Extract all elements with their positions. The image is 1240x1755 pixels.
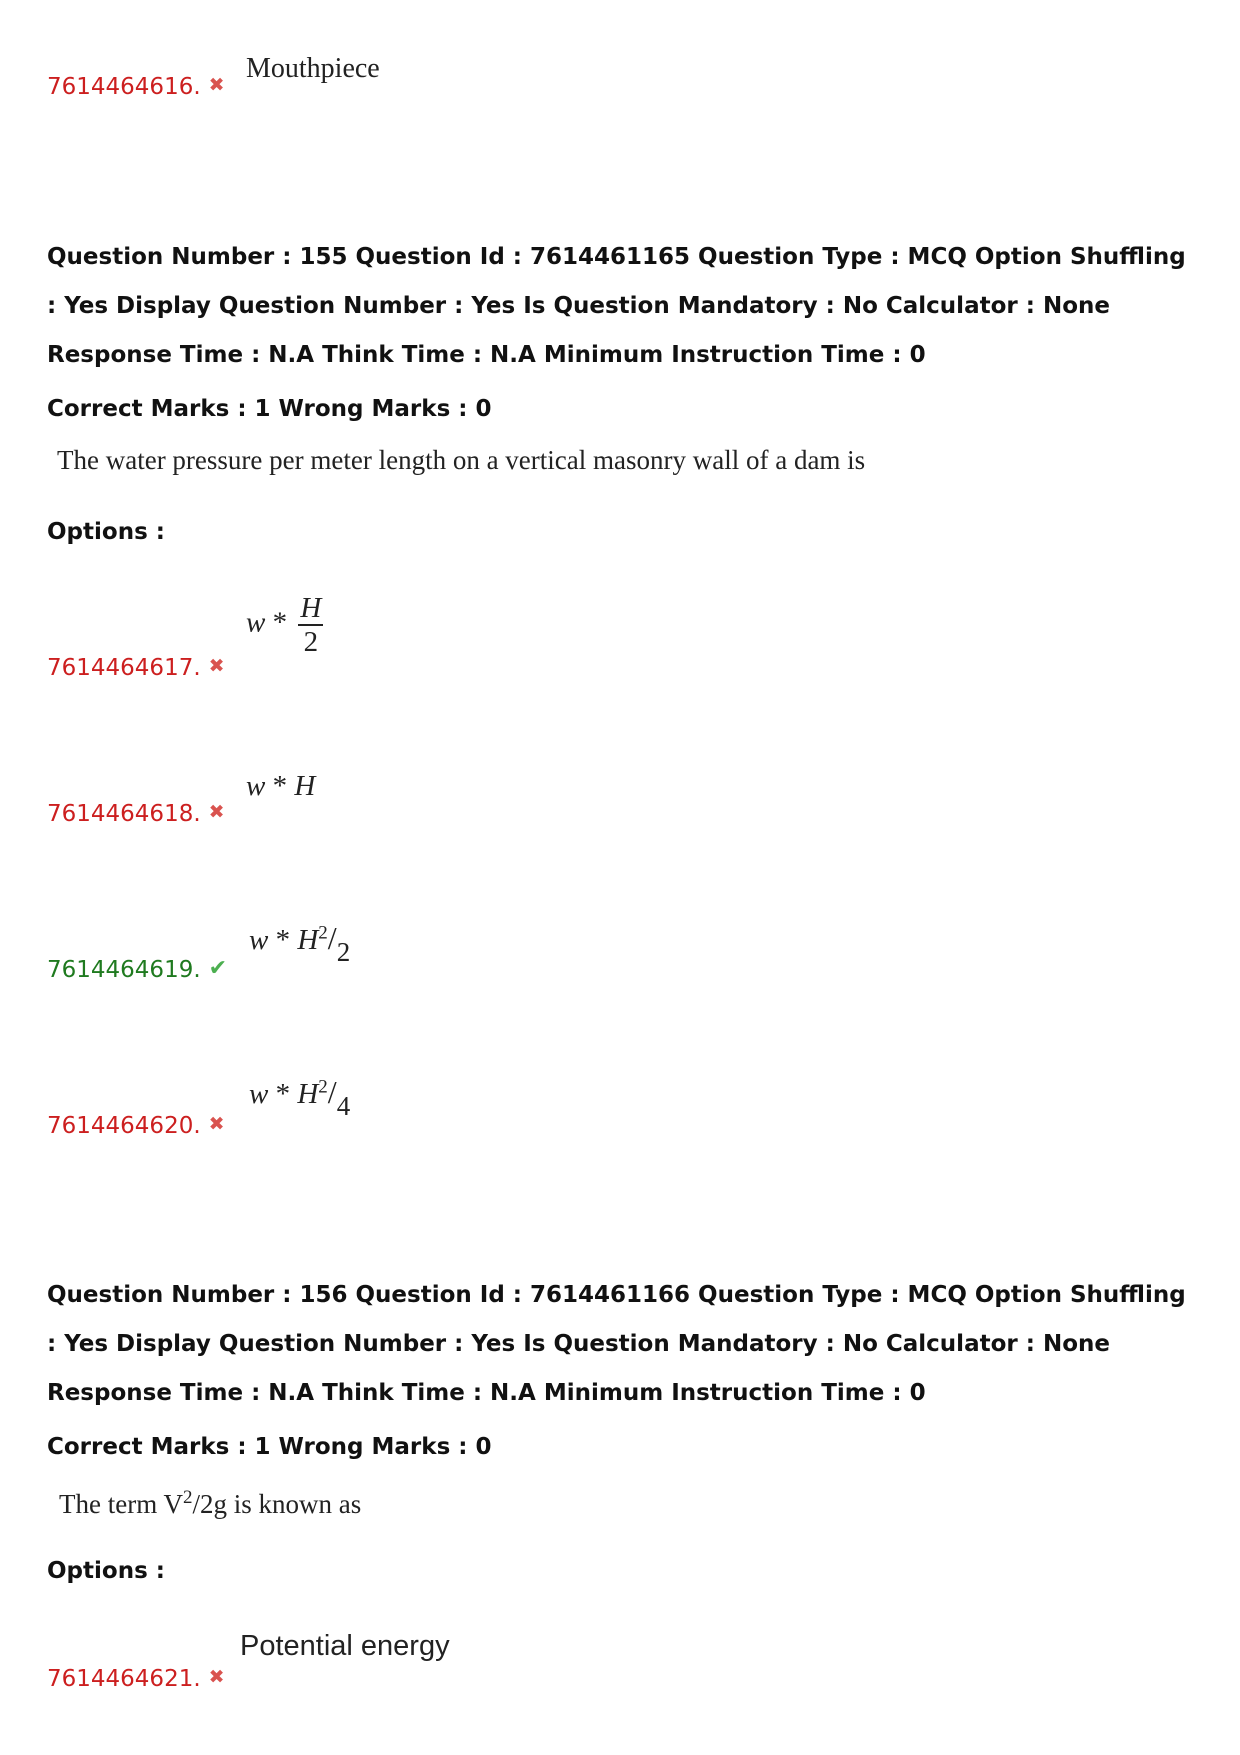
option-formula xyxy=(246,770,315,803)
wrong-mark-icon: ✖ xyxy=(208,655,225,677)
formula-var: w xyxy=(246,606,266,639)
option-id xyxy=(47,957,227,983)
formula-var: w xyxy=(249,1078,269,1110)
formula-slash: / xyxy=(327,1074,337,1110)
formula-var: H xyxy=(294,770,316,802)
wrong-mark-icon: ✖ xyxy=(208,74,225,96)
option-text: Potential energy xyxy=(240,1630,450,1662)
fraction-numerator: H xyxy=(300,592,322,624)
option-id-text: 7614464618. xyxy=(47,801,201,827)
fraction-denominator: 2 xyxy=(303,626,319,658)
option-id-text: 7614464619. xyxy=(47,957,201,983)
option-id xyxy=(47,74,225,100)
question-marks: Correct Marks : 1 Wrong Marks : 0 xyxy=(47,396,492,422)
formula-op: * xyxy=(275,1078,291,1110)
formula-var: H xyxy=(297,924,319,956)
formula-var: w xyxy=(249,924,269,956)
option-id xyxy=(47,655,225,681)
question-text: The water pressure per meter length on a vertical masonry wall of a dam is xyxy=(57,445,866,475)
option-formula xyxy=(249,1074,351,1121)
option-formula xyxy=(249,920,351,967)
option-id-text: 7614464617. xyxy=(47,655,201,681)
option-id-text: 7614464621. xyxy=(47,1666,201,1692)
formula-slash: / xyxy=(327,920,337,956)
formula-denominator: 4 xyxy=(336,1091,351,1121)
wrong-mark-icon: ✖ xyxy=(208,801,225,823)
options-label: Options : xyxy=(47,1558,165,1584)
question-text-part: /2g is known as xyxy=(192,1489,362,1519)
question-superscript: 2 xyxy=(182,1487,193,1508)
formula-op: * xyxy=(272,770,288,802)
formula-op: * xyxy=(275,924,291,956)
formula-var: w xyxy=(246,770,266,802)
option-id xyxy=(47,1113,225,1139)
correct-check-icon: ✔ xyxy=(208,956,228,981)
question-meta: Question Number : 155 Question Id : 7614461165 Question Type : MCQ Option Shuffling : Yes Display Question Number : Yes Is Question Mandatory : No Calculator : None Response Time : N.A Think Time : N.A Minimum Instruction Time : 0 xyxy=(47,244,1186,368)
option-id-text: 7614464616. xyxy=(47,74,201,100)
wrong-mark-icon: ✖ xyxy=(208,1666,225,1688)
option-formula xyxy=(246,592,323,658)
question-text-part: The term V xyxy=(59,1489,183,1519)
question-text xyxy=(59,1487,361,1520)
question-meta: Question Number : 156 Question Id : 7614461166 Question Type : MCQ Option Shuffling : Yes Display Question Number : Yes Is Question Mandatory : No Calculator : None Response Time : N.A Think Time : N.A Minimum Instruction Time : 0 xyxy=(47,1282,1186,1406)
option-id-text: 7614464620. xyxy=(47,1113,201,1139)
formula-var: H xyxy=(297,1078,319,1110)
formula-op: * xyxy=(272,606,288,639)
formula-denominator: 2 xyxy=(336,937,351,967)
wrong-mark-icon: ✖ xyxy=(208,1113,225,1135)
option-id xyxy=(47,801,225,827)
formula-fraction xyxy=(298,592,323,658)
options-label: Options : xyxy=(47,519,165,545)
option-id xyxy=(47,1666,225,1692)
formula-exponent: 2 xyxy=(318,922,328,944)
option-text: Mouthpiece xyxy=(246,53,380,84)
formula-exponent: 2 xyxy=(318,1076,328,1098)
question-marks: Correct Marks : 1 Wrong Marks : 0 xyxy=(47,1434,492,1460)
